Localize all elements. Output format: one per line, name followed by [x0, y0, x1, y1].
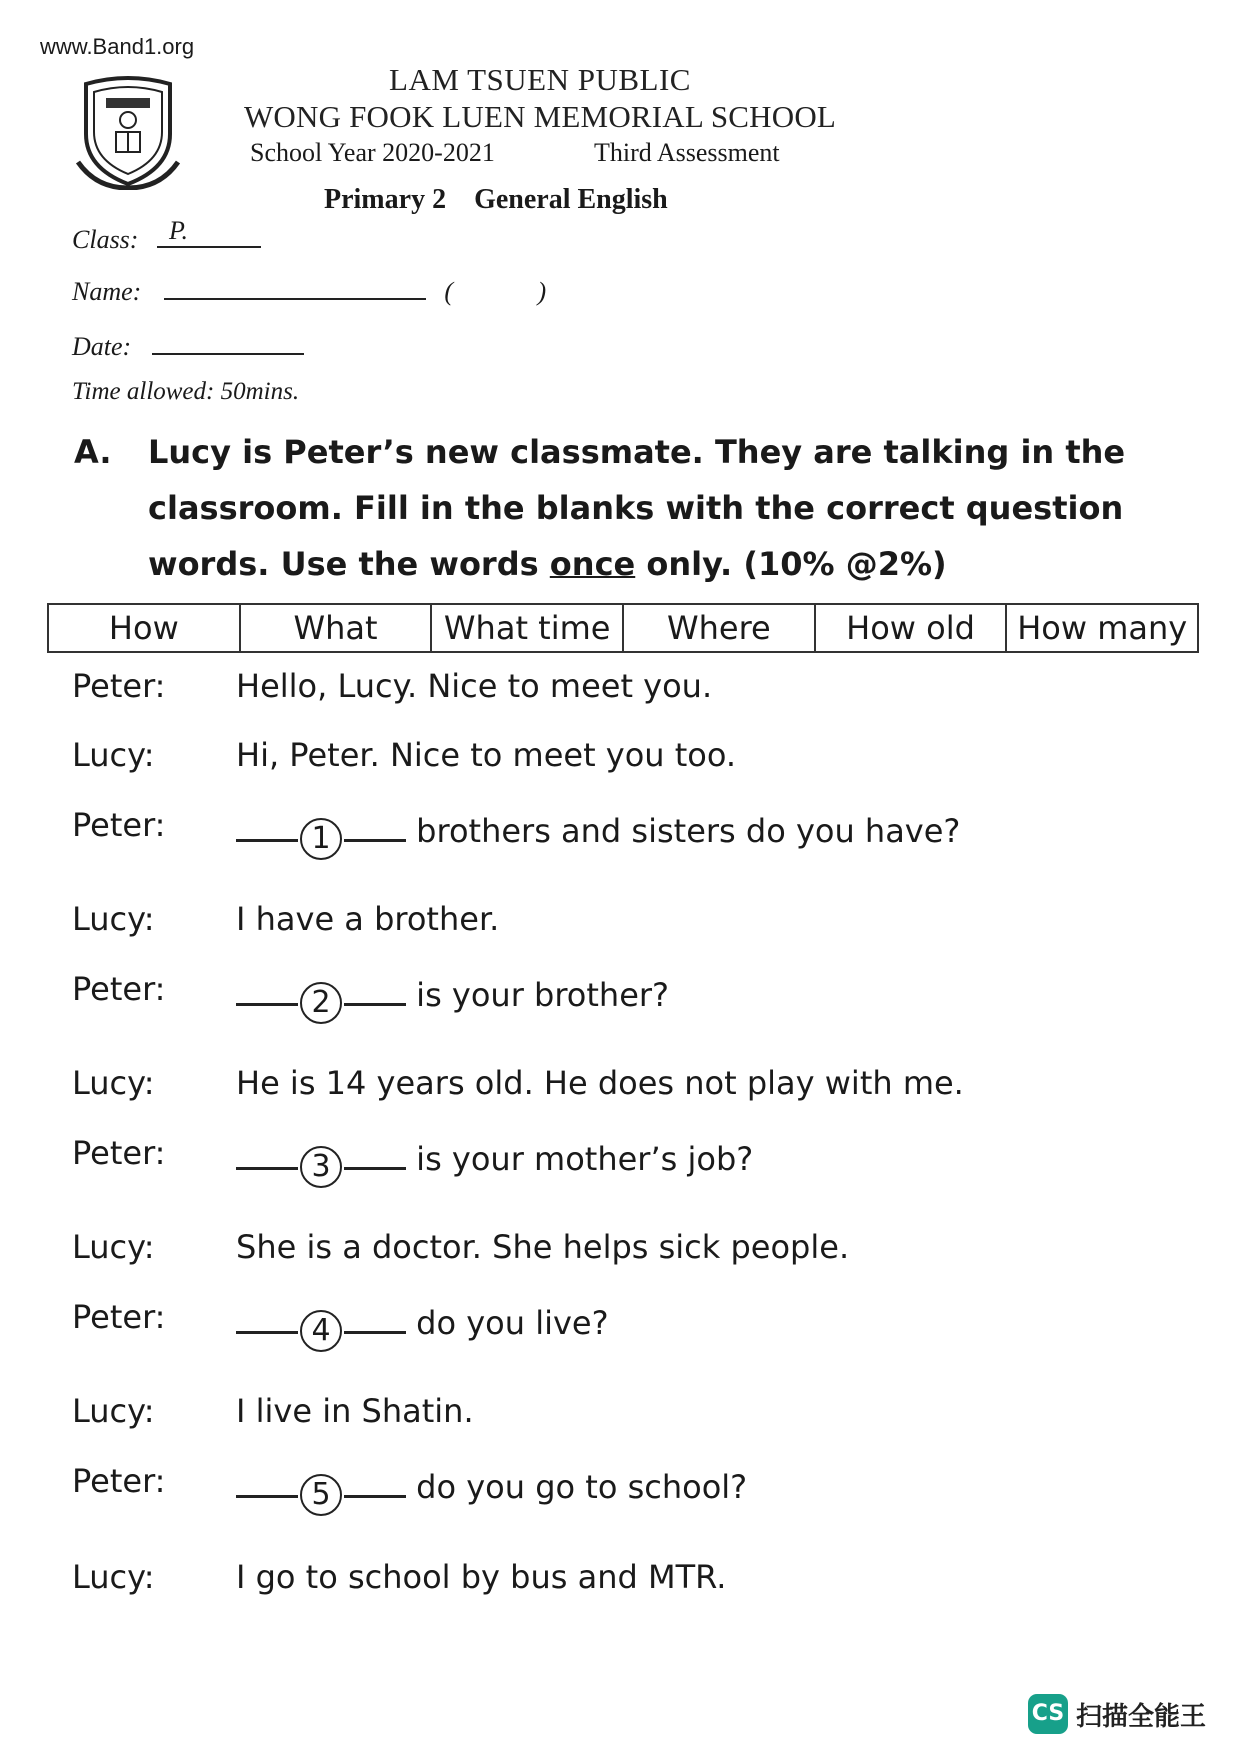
- speaker-label: Peter:: [72, 1134, 166, 1172]
- section-letter: A.: [74, 433, 112, 471]
- instruction-marks: only. (10% @2%): [635, 545, 947, 583]
- dialogue-question: [236, 1140, 753, 1188]
- speaker-label: Peter:: [72, 1462, 166, 1500]
- name-input-line[interactable]: [164, 272, 426, 300]
- speaker-label: Peter:: [72, 1298, 166, 1336]
- word-bank-item: What: [241, 605, 433, 651]
- speaker-label: Lucy:: [72, 1558, 155, 1596]
- dialogue-line: Hello, Lucy. Nice to meet you.: [236, 667, 713, 705]
- name-label: Name:: [72, 277, 142, 306]
- watermark-url: www.Band1.org: [40, 34, 195, 59]
- subject-label: General English: [474, 184, 668, 215]
- question-text: brothers and sisters do you have?: [416, 812, 961, 850]
- dialogue-line: He is 14 years old. He does not play with me.: [236, 1064, 964, 1102]
- answer-blank[interactable]: [236, 829, 298, 842]
- level-label: Primary 2: [324, 184, 447, 215]
- school-crest-logo: [76, 72, 180, 190]
- question-text: is your brother?: [416, 976, 670, 1014]
- class-input-line[interactable]: [157, 216, 261, 248]
- question-text: do you live?: [416, 1304, 609, 1342]
- question-number: 1: [300, 818, 342, 860]
- scanner-app-name: 扫描全能王: [1076, 1701, 1207, 1732]
- question-number: 2: [300, 982, 342, 1024]
- answer-blank[interactable]: [236, 1485, 298, 1498]
- date-input-line[interactable]: [152, 327, 304, 355]
- school-year: School Year 2020-2021: [250, 138, 495, 167]
- answer-blank[interactable]: [344, 1485, 406, 1498]
- speaker-label: Peter:: [72, 970, 166, 1008]
- word-bank-item: How: [49, 605, 241, 651]
- answer-blank[interactable]: [344, 993, 406, 1006]
- instruction-emphasis: once: [549, 545, 636, 583]
- question-text: do you go to school?: [416, 1468, 748, 1506]
- assessment-title: Third Assessment: [594, 138, 780, 167]
- date-label: Date:: [72, 332, 132, 361]
- school-name-line2: WONG FOOK LUEN MEMORIAL SCHOOL: [243, 99, 837, 134]
- dialogue-line: I go to school by bus and MTR.: [236, 1558, 727, 1596]
- class-number-paren-close: ): [537, 277, 547, 306]
- answer-blank[interactable]: [344, 1157, 406, 1170]
- camscanner-icon: CS: [1028, 1694, 1068, 1734]
- answer-blank[interactable]: [344, 829, 406, 842]
- speaker-label: Lucy:: [72, 900, 155, 938]
- date-field: [72, 327, 304, 362]
- dialogue-line: She is a doctor. She helps sick people.: [236, 1228, 850, 1266]
- section-instruction: [148, 424, 1188, 592]
- instruction-text: Lucy is Peter’s new classmate. They are talking in the classroom. Fill in the blanks with the correct question words. Use the words: [148, 433, 1126, 583]
- answer-blank[interactable]: [344, 1321, 406, 1334]
- scanner-app-badge: [1028, 1694, 1206, 1734]
- word-bank-item: Where: [624, 605, 816, 651]
- word-bank-item: What time: [432, 605, 624, 651]
- speaker-label: Lucy:: [72, 1392, 155, 1430]
- speaker-label: Lucy:: [72, 736, 155, 774]
- answer-blank[interactable]: [236, 1321, 298, 1334]
- question-text: is your mother’s job?: [416, 1140, 754, 1178]
- school-name-line1: LAM TSUEN PUBLIC: [389, 62, 691, 97]
- dialogue-line: I live in Shatin.: [236, 1392, 474, 1430]
- word-bank: [47, 603, 1199, 653]
- answer-blank[interactable]: [236, 1157, 298, 1170]
- subject-line: [324, 184, 668, 216]
- word-bank-item: How many: [1017, 609, 1188, 647]
- question-number: 5: [300, 1474, 342, 1516]
- question-number: 3: [300, 1146, 342, 1188]
- speaker-label: Lucy:: [72, 1064, 155, 1102]
- dialogue-line: I have a brother.: [236, 900, 500, 938]
- class-label: Class:: [72, 225, 139, 254]
- answer-blank[interactable]: [236, 993, 298, 1006]
- question-number: 4: [300, 1310, 342, 1352]
- word-bank-item: How old: [816, 605, 1008, 651]
- time-allowed: Time allowed: 50mins.: [72, 378, 300, 405]
- dialogue-question: [236, 1304, 609, 1352]
- class-value: P.: [168, 216, 188, 245]
- class-field: [72, 216, 261, 255]
- dialogue-question: [236, 812, 960, 860]
- dialogue-line: Hi, Peter. Nice to meet you too.: [236, 736, 737, 774]
- speaker-label: Peter:: [72, 806, 166, 844]
- class-number-paren-open: (: [444, 277, 453, 306]
- name-field: [72, 272, 546, 307]
- speaker-label: Lucy:: [72, 1228, 155, 1266]
- speaker-label: Peter:: [72, 667, 166, 705]
- dialogue-question: [236, 976, 669, 1024]
- dialogue-question: [236, 1468, 747, 1516]
